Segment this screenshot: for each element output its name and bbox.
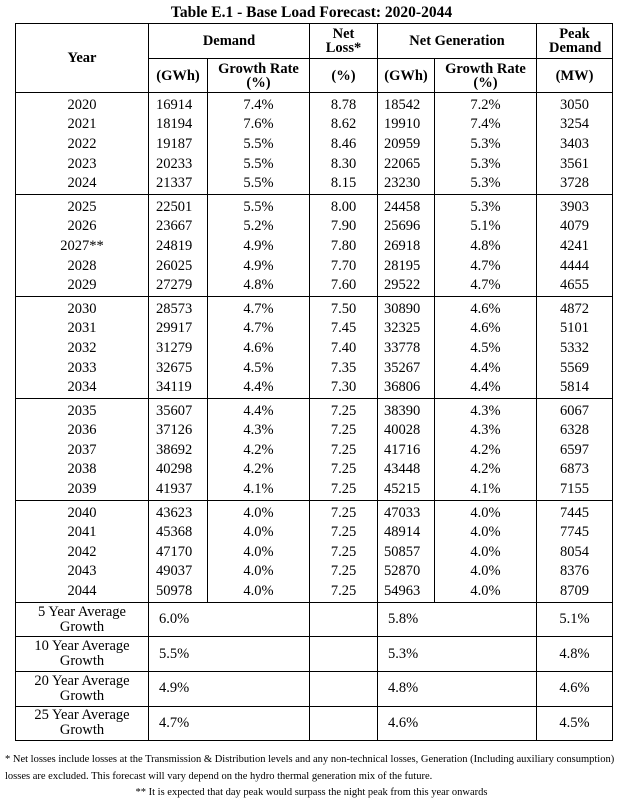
header-net-loss: Net Loss* <box>310 24 378 59</box>
demand-growth-cell: 4.3% <box>208 421 310 441</box>
empty-cell <box>310 672 378 707</box>
net-generation-cell: 45215 <box>378 479 435 500</box>
demand-growth-cell: 4.0% <box>208 522 310 542</box>
generation-growth-cell: 4.4% <box>435 358 537 378</box>
demand-cell: 45368 <box>149 522 208 542</box>
demand-cell: 20233 <box>149 154 208 174</box>
demand-cell: 18194 <box>149 115 208 135</box>
demand-cell: 16914 <box>149 93 208 115</box>
net-loss-cell: 7.25 <box>310 398 378 420</box>
table-row <box>16 217 613 237</box>
peak-demand-cell: 5814 <box>537 377 613 398</box>
demand-growth-cell: 4.6% <box>208 338 310 358</box>
year-cell: 2035 <box>16 398 149 420</box>
header-demand-unit: (GWh) <box>149 59 208 93</box>
generation-growth-cell: 7.2% <box>435 93 537 115</box>
table-row <box>16 358 613 378</box>
net-loss-cell: 7.25 <box>310 500 378 522</box>
year-cell: 2030 <box>16 296 149 318</box>
generation-growth-cell: 4.6% <box>435 296 537 318</box>
demand-cell: 21337 <box>149 173 208 194</box>
footnote-net-losses: * Net losses include losses at the Transmission & Distribution levels and any non-technical losses, Generation (Including auxiliary consumption) losses are excluded. This forecast will vary depend on the hydro thermal generation mix of the future. <box>5 754 615 782</box>
net-loss-cell: 7.25 <box>310 542 378 562</box>
demand-cell: 43623 <box>149 500 208 522</box>
average-demand-growth: 5.5% <box>149 637 310 672</box>
net-generation-cell: 24458 <box>378 194 435 216</box>
demand-growth-cell: 4.5% <box>208 358 310 378</box>
peak-demand-cell: 4655 <box>537 275 613 296</box>
demand-growth-cell: 4.0% <box>208 500 310 522</box>
demand-cell: 24819 <box>149 236 208 256</box>
year-cell: 2041 <box>16 522 149 542</box>
net-loss-cell: 7.60 <box>310 275 378 296</box>
table-row <box>16 154 613 174</box>
net-generation-cell: 41716 <box>378 440 435 460</box>
table-row <box>16 194 613 216</box>
table-row <box>16 236 613 256</box>
table-title: Table E.1 - Base Load Forecast: 2020-2044 <box>170 4 453 21</box>
generation-growth-cell: 4.8% <box>435 236 537 256</box>
peak-demand-cell: 6873 <box>537 460 613 480</box>
generation-growth-cell: 4.3% <box>435 398 537 420</box>
average-generation-growth: 5.3% <box>378 637 537 672</box>
net-loss-cell: 8.46 <box>310 134 378 154</box>
base-load-forecast-table <box>15 23 613 741</box>
demand-growth-cell: 5.5% <box>208 194 310 216</box>
net-loss-cell: 7.30 <box>310 377 378 398</box>
peak-demand-cell: 8054 <box>537 542 613 562</box>
net-loss-cell: 7.50 <box>310 296 378 318</box>
peak-demand-cell: 4241 <box>537 236 613 256</box>
demand-cell: 41937 <box>149 479 208 500</box>
table-row <box>16 173 613 194</box>
year-cell: 2033 <box>16 358 149 378</box>
peak-demand-cell: 4872 <box>537 296 613 318</box>
net-loss-cell: 8.00 <box>310 194 378 216</box>
net-generation-cell: 25696 <box>378 217 435 237</box>
table-row <box>16 134 613 154</box>
net-generation-cell: 29522 <box>378 275 435 296</box>
demand-growth-cell: 4.7% <box>208 319 310 339</box>
header-demand-growth: Growth Rate (%) <box>208 59 310 93</box>
generation-growth-cell: 5.3% <box>435 134 537 154</box>
average-row <box>16 602 613 637</box>
generation-growth-cell: 4.0% <box>435 562 537 582</box>
year-cell: 2034 <box>16 377 149 398</box>
demand-cell: 40298 <box>149 460 208 480</box>
net-generation-cell: 26918 <box>378 236 435 256</box>
demand-cell: 49037 <box>149 562 208 582</box>
header-demand: Demand <box>149 24 310 59</box>
net-generation-cell: 38390 <box>378 398 435 420</box>
net-generation-cell: 36806 <box>378 377 435 398</box>
table-row <box>16 440 613 460</box>
net-loss-cell: 7.45 <box>310 319 378 339</box>
table-row <box>16 319 613 339</box>
average-demand-growth: 6.0% <box>149 602 310 637</box>
year-cell: 2037 <box>16 440 149 460</box>
demand-growth-cell: 4.2% <box>208 460 310 480</box>
peak-demand-cell: 8709 <box>537 581 613 602</box>
generation-growth-cell: 4.5% <box>435 338 537 358</box>
year-cell: 2044 <box>16 581 149 602</box>
generation-growth-cell: 5.1% <box>435 217 537 237</box>
generation-growth-cell: 4.0% <box>435 500 537 522</box>
average-growth-rows <box>16 602 613 740</box>
year-cell: 2023 <box>16 154 149 174</box>
year-cell: 2025 <box>16 194 149 216</box>
year-cell: 2028 <box>16 256 149 276</box>
demand-cell: 22501 <box>149 194 208 216</box>
year-cell: 2020 <box>16 93 149 115</box>
table-row <box>16 581 613 602</box>
table-row <box>16 522 613 542</box>
peak-demand-cell: 5332 <box>537 338 613 358</box>
year-cell: 2027** <box>16 236 149 256</box>
peak-demand-cell: 6067 <box>537 398 613 420</box>
net-loss-cell: 7.70 <box>310 256 378 276</box>
net-loss-cell: 8.78 <box>310 93 378 115</box>
demand-cell: 28573 <box>149 296 208 318</box>
net-loss-cell: 7.25 <box>310 460 378 480</box>
average-peak-growth: 4.5% <box>537 706 613 741</box>
demand-cell: 35607 <box>149 398 208 420</box>
year-group <box>16 398 613 500</box>
header-gen-unit: (GWh) <box>378 59 435 93</box>
demand-cell: 34119 <box>149 377 208 398</box>
demand-growth-cell: 7.4% <box>208 93 310 115</box>
header-gen-growth: Growth Rate (%) <box>435 59 537 93</box>
net-generation-cell: 50857 <box>378 542 435 562</box>
table-row <box>16 460 613 480</box>
demand-growth-cell: 4.0% <box>208 542 310 562</box>
demand-cell: 50978 <box>149 581 208 602</box>
year-cell: 2029 <box>16 275 149 296</box>
demand-cell: 37126 <box>149 421 208 441</box>
peak-demand-cell: 3254 <box>537 115 613 135</box>
demand-cell: 32675 <box>149 358 208 378</box>
demand-growth-cell: 4.4% <box>208 377 310 398</box>
year-cell: 2042 <box>16 542 149 562</box>
table-row <box>16 296 613 318</box>
year-cell: 2031 <box>16 319 149 339</box>
table-row <box>16 398 613 420</box>
generation-growth-cell: 4.7% <box>435 256 537 276</box>
year-group <box>16 194 613 296</box>
year-cell: 2036 <box>16 421 149 441</box>
footnote-day-peak: ** It is expected that day peak would surpass the night peak from this year onwards <box>135 787 488 798</box>
demand-growth-cell: 4.1% <box>208 479 310 500</box>
net-generation-cell: 33778 <box>378 338 435 358</box>
demand-cell: 38692 <box>149 440 208 460</box>
net-loss-cell: 7.25 <box>310 562 378 582</box>
average-generation-growth: 4.6% <box>378 706 537 741</box>
peak-demand-cell: 7155 <box>537 479 613 500</box>
demand-growth-cell: 4.4% <box>208 398 310 420</box>
net-generation-cell: 19910 <box>378 115 435 135</box>
generation-growth-cell: 5.3% <box>435 173 537 194</box>
average-label: 10 Year Average Growth <box>16 637 149 672</box>
net-generation-cell: 23230 <box>378 173 435 194</box>
header-net-generation: Net Generation <box>378 24 537 59</box>
empty-cell <box>310 706 378 741</box>
demand-cell: 19187 <box>149 134 208 154</box>
net-loss-cell: 7.25 <box>310 421 378 441</box>
demand-cell: 27279 <box>149 275 208 296</box>
net-loss-cell: 7.25 <box>310 522 378 542</box>
average-demand-growth: 4.9% <box>149 672 310 707</box>
table-row <box>16 562 613 582</box>
demand-growth-cell: 4.7% <box>208 296 310 318</box>
net-generation-cell: 43448 <box>378 460 435 480</box>
net-loss-cell: 7.25 <box>310 440 378 460</box>
peak-demand-cell: 5101 <box>537 319 613 339</box>
header-peak-demand: Peak Demand <box>537 24 613 59</box>
generation-growth-cell: 4.6% <box>435 319 537 339</box>
peak-demand-cell: 4444 <box>537 256 613 276</box>
generation-growth-cell: 4.4% <box>435 377 537 398</box>
demand-cell: 26025 <box>149 256 208 276</box>
generation-growth-cell: 4.0% <box>435 581 537 602</box>
year-cell: 2039 <box>16 479 149 500</box>
peak-demand-cell: 4079 <box>537 217 613 237</box>
table-row <box>16 479 613 500</box>
average-label: 5 Year Average Growth <box>16 602 149 637</box>
peak-demand-cell: 5569 <box>537 358 613 378</box>
year-cell: 2021 <box>16 115 149 135</box>
empty-cell <box>310 602 378 637</box>
net-generation-cell: 30890 <box>378 296 435 318</box>
generation-growth-cell: 4.2% <box>435 440 537 460</box>
peak-demand-cell: 6597 <box>537 440 613 460</box>
demand-growth-cell: 4.9% <box>208 256 310 276</box>
net-loss-cell: 7.25 <box>310 581 378 602</box>
generation-growth-cell: 4.1% <box>435 479 537 500</box>
table-row <box>16 275 613 296</box>
demand-cell: 47170 <box>149 542 208 562</box>
table-row <box>16 377 613 398</box>
demand-growth-cell: 4.8% <box>208 275 310 296</box>
net-generation-cell: 40028 <box>378 421 435 441</box>
table-row <box>16 338 613 358</box>
net-generation-cell: 48914 <box>378 522 435 542</box>
net-generation-cell: 32325 <box>378 319 435 339</box>
average-row <box>16 637 613 672</box>
year-cell: 2032 <box>16 338 149 358</box>
peak-demand-cell: 8376 <box>537 562 613 582</box>
year-cell: 2024 <box>16 173 149 194</box>
net-generation-cell: 47033 <box>378 500 435 522</box>
generation-growth-cell: 5.3% <box>435 154 537 174</box>
year-cell: 2038 <box>16 460 149 480</box>
demand-growth-cell: 5.5% <box>208 173 310 194</box>
net-generation-cell: 28195 <box>378 256 435 276</box>
average-peak-growth: 4.8% <box>537 637 613 672</box>
peak-demand-cell: 3561 <box>537 154 613 174</box>
header-net-loss-unit: (%) <box>310 59 378 93</box>
demand-cell: 29917 <box>149 319 208 339</box>
net-generation-cell: 52870 <box>378 562 435 582</box>
peak-demand-cell: 3903 <box>537 194 613 216</box>
demand-growth-cell: 5.5% <box>208 134 310 154</box>
generation-growth-cell: 4.0% <box>435 522 537 542</box>
net-loss-cell: 8.30 <box>310 154 378 174</box>
net-generation-cell: 54963 <box>378 581 435 602</box>
average-demand-growth: 4.7% <box>149 706 310 741</box>
peak-demand-cell: 7445 <box>537 500 613 522</box>
empty-cell <box>310 637 378 672</box>
demand-growth-cell: 5.5% <box>208 154 310 174</box>
peak-demand-cell: 3050 <box>537 93 613 115</box>
demand-growth-cell: 4.2% <box>208 440 310 460</box>
average-peak-growth: 5.1% <box>537 602 613 637</box>
header-peak-unit: (MW) <box>537 59 613 93</box>
demand-growth-cell: 4.0% <box>208 581 310 602</box>
generation-growth-cell: 7.4% <box>435 115 537 135</box>
header-year: Year <box>16 24 149 93</box>
demand-cell: 31279 <box>149 338 208 358</box>
net-loss-cell: 7.90 <box>310 217 378 237</box>
footnotes <box>5 752 618 802</box>
table-row <box>16 500 613 522</box>
average-label: 25 Year Average Growth <box>16 706 149 741</box>
net-loss-cell: 7.25 <box>310 479 378 500</box>
net-loss-cell: 7.35 <box>310 358 378 378</box>
net-loss-cell: 7.80 <box>310 236 378 256</box>
year-group <box>16 296 613 398</box>
generation-growth-cell: 5.3% <box>435 194 537 216</box>
peak-demand-cell: 7745 <box>537 522 613 542</box>
net-generation-cell: 20959 <box>378 134 435 154</box>
net-loss-cell: 7.40 <box>310 338 378 358</box>
year-cell: 2022 <box>16 134 149 154</box>
demand-growth-cell: 4.0% <box>208 562 310 582</box>
demand-growth-cell: 5.2% <box>208 217 310 237</box>
average-generation-growth: 5.8% <box>378 602 537 637</box>
generation-growth-cell: 4.2% <box>435 460 537 480</box>
generation-growth-cell: 4.0% <box>435 542 537 562</box>
table-row <box>16 93 613 115</box>
average-generation-growth: 4.8% <box>378 672 537 707</box>
average-row <box>16 706 613 741</box>
average-row <box>16 672 613 707</box>
table-row <box>16 115 613 135</box>
average-label: 20 Year Average Growth <box>16 672 149 707</box>
peak-demand-cell: 3728 <box>537 173 613 194</box>
peak-demand-cell: 6328 <box>537 421 613 441</box>
net-generation-cell: 35267 <box>378 358 435 378</box>
demand-growth-cell: 7.6% <box>208 115 310 135</box>
net-loss-cell: 8.62 <box>310 115 378 135</box>
year-cell: 2026 <box>16 217 149 237</box>
table-row <box>16 542 613 562</box>
generation-growth-cell: 4.7% <box>435 275 537 296</box>
demand-growth-cell: 4.9% <box>208 236 310 256</box>
table-row <box>16 421 613 441</box>
average-peak-growth: 4.6% <box>537 672 613 707</box>
net-loss-cell: 8.15 <box>310 173 378 194</box>
table-row <box>16 256 613 276</box>
year-cell: 2043 <box>16 562 149 582</box>
net-generation-cell: 22065 <box>378 154 435 174</box>
demand-cell: 23667 <box>149 217 208 237</box>
net-generation-cell: 18542 <box>378 93 435 115</box>
year-group <box>16 500 613 602</box>
generation-growth-cell: 4.3% <box>435 421 537 441</box>
year-group <box>16 93 613 195</box>
peak-demand-cell: 3403 <box>537 134 613 154</box>
year-cell: 2040 <box>16 500 149 522</box>
